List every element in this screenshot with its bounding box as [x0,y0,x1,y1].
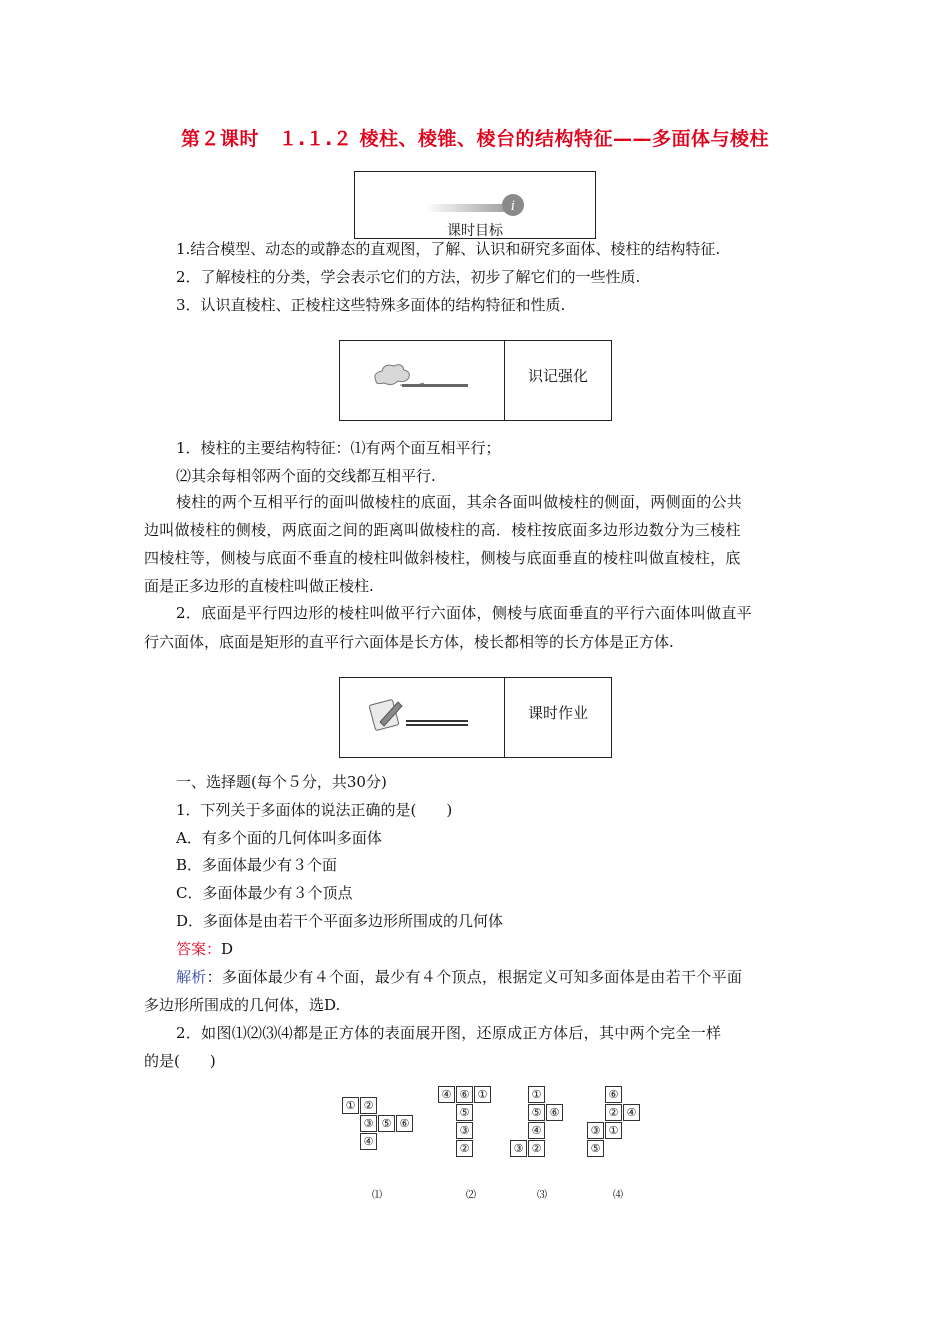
net-cell: ④ [438,1086,455,1103]
answer-label: 答案： [176,940,222,958]
section-memory-box [339,340,612,421]
memory-line: 2．底面是平行四边形的棱柱叫做平行六面体，侧棱与底面垂直的平行六面体叫做直平 [176,604,752,622]
figure-label: ⑷ [613,1190,623,1201]
figure-label: ⑵ [466,1190,476,1201]
section-homework-label: 课时作业 [527,704,588,722]
net-cell: ⑤ [378,1115,395,1132]
exercise-heading: 一、选择题(每个５分，共30分) [176,773,387,791]
net-cell: ⑥ [456,1086,473,1103]
question-stem: 1．下列关于多面体的说法正确的是( ) [176,801,453,819]
question-stem-2: 的是( ) [144,1052,216,1070]
analysis-line-2: 多边形所围成的几何体，选D. [144,996,341,1014]
section-goal-label: 课时目标 [447,223,503,239]
figure-label: ⑴ [372,1190,382,1201]
option-c: C．多面体最少有３个顶点 [176,884,353,902]
option-d: D．多面体是由若干个平面多边形所围成的几何体 [176,912,504,930]
net-cell: ① [528,1086,545,1103]
memory-line: 行六面体，底面是矩形的直平行六面体是长方体，棱长都相等的长方体是正方体. [144,633,674,651]
analysis-text: ：多面体最少有４个面，最少有４个顶点，根据定义可知多面体是由若干个平面 [206,968,743,986]
net-cell: ③ [587,1122,604,1139]
goal-line: 1.结合模型、动态的或静态的直观图，了解、认识和研究多面体、棱柱的结构特征. [176,240,721,258]
net-cell: ④ [528,1122,545,1139]
option-a: A．有多个面的几何体叫多面体 [176,829,382,847]
goal-line: 2．了解棱柱的分类，学会表示它们的方法，初步了解它们的一些性质. [176,268,641,286]
memory-line: ⑵其余每相邻两个面的交线都互相平行. [176,467,436,485]
net-cell: ③ [510,1140,527,1157]
figure-label: ⑶ [537,1190,547,1201]
net-cell: ⑥ [396,1115,413,1132]
net-cell: ② [360,1097,377,1114]
net-cell: ② [528,1140,545,1157]
analysis-line [176,965,742,989]
answer-line [176,937,233,961]
net-cell: ⑤ [456,1104,473,1121]
section-homework-box [339,677,612,758]
net-cell: ① [474,1086,491,1103]
goal-line: 3．认识直棱柱、正棱柱这些特殊多面体的结构特征和性质. [176,296,566,314]
net-cell: ① [605,1122,622,1139]
cloud-icon [360,341,500,420]
memory-line: 棱柱的两个互相平行的面叫做棱柱的底面，其余各面叫做棱柱的侧面，两侧面的公共 [176,493,743,511]
net-cell: ⑤ [528,1104,545,1121]
net-cell: ② [605,1104,622,1121]
section-goal-banner [354,171,596,239]
pen-paper-icon [360,678,500,757]
net-cell: ③ [456,1122,473,1139]
memory-line: 四棱柱等，侧棱与底面不垂直的棱柱叫做斜棱柱，侧棱与底面垂直的棱柱叫做直棱柱，底 [144,549,741,567]
net-cell: ④ [623,1104,640,1121]
answer-value: D [221,940,234,958]
net-cell: ⑥ [605,1086,622,1103]
net-cell: ⑥ [546,1104,563,1121]
svg-text:i: i [510,199,516,214]
net-cell: ② [456,1140,473,1157]
question-stem: 2．如图⑴⑵⑶⑷都是正方体的表面展开图，还原成正方体后，其中两个完全一样 [176,1024,722,1042]
net-cell: ① [342,1097,359,1114]
section-memory-label: 识记强化 [527,367,588,385]
net-cell: ④ [360,1133,377,1150]
option-b: B．多面体最少有３个面 [176,856,338,874]
net-cell: ③ [360,1115,377,1132]
memory-line: 面是正多边形的直棱柱叫做正棱柱. [144,577,374,595]
memory-line: 1．棱柱的主要结构特征：⑴有两个面互相平行； [176,439,501,457]
page-title: 第２课时 １.１.２ 棱柱、棱锥、棱台的结构特征——多面体与棱柱 [180,128,770,150]
analysis-label: 解析 [176,968,207,986]
memory-line: 边叫做棱柱的侧棱，两底面之间的距离叫做棱柱的高．棱柱按底面多边形边数分为三棱柱 [144,521,741,539]
net-cell: ⑤ [587,1140,604,1157]
